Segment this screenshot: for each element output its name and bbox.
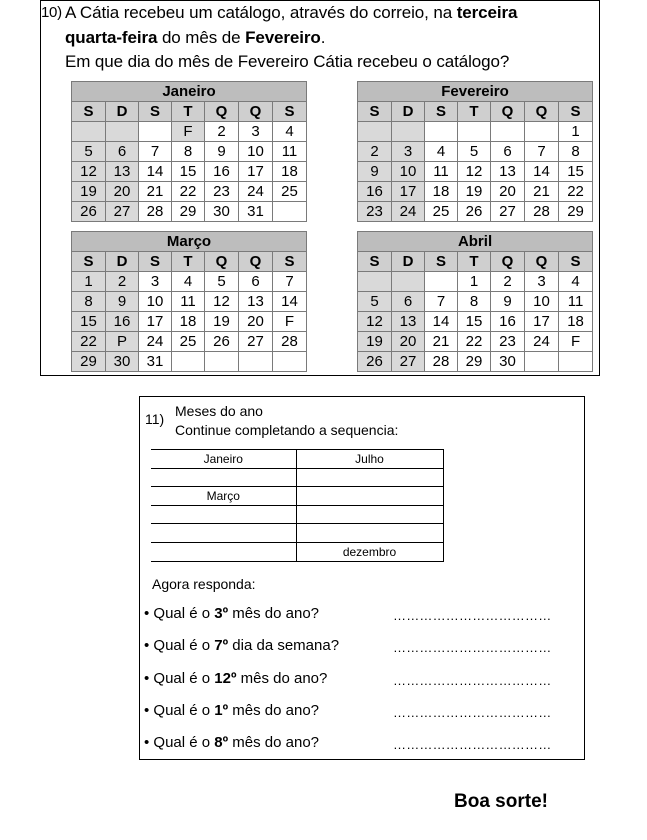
calendar-day: 21	[525, 182, 559, 202]
weekday-header: S	[559, 252, 593, 272]
weekday-header: Q	[491, 102, 525, 122]
calendar-day: 16	[205, 162, 239, 182]
calendar-day	[525, 352, 559, 372]
calendar-day: 10	[139, 292, 172, 312]
calendar-day: 22	[172, 182, 205, 202]
calendar-month-title: Janeiro	[72, 82, 307, 102]
weekday-header: Q	[491, 252, 525, 272]
month-cell-right: Julho	[296, 450, 443, 469]
question-text: mês do ano?	[236, 670, 328, 687]
weekday-header: D	[392, 102, 425, 122]
calendar-day: 30	[491, 352, 525, 372]
weekday-header: Q	[525, 102, 559, 122]
calendar-day: 28	[425, 352, 458, 372]
answer-blank[interactable]: ………………………………	[393, 608, 552, 623]
question-text: mês do ano?	[228, 702, 320, 719]
calendar-day: 24	[139, 332, 172, 352]
calendar-day: 11	[559, 292, 593, 312]
calendar-day: 4	[425, 142, 458, 162]
calendar-day	[72, 122, 106, 142]
calendar-day: 27	[491, 202, 525, 222]
calendar-day: 29	[172, 202, 205, 222]
question-ordinal: 3º	[214, 605, 229, 622]
calendar-day: 6	[106, 142, 139, 162]
calendar-day: 3	[139, 272, 172, 292]
calendar-month-title: Fevereiro	[358, 82, 593, 102]
month-cell-right	[296, 524, 443, 542]
calendar-day: 11	[425, 162, 458, 182]
calendar-day	[205, 352, 239, 372]
calendar-day	[392, 272, 425, 292]
calendar-day: 8	[458, 292, 491, 312]
calendar-day	[139, 122, 172, 142]
question-11-number: 11)	[145, 411, 165, 427]
calendar-day: 18	[425, 182, 458, 202]
question-ordinal: 7º	[214, 637, 229, 654]
calendar-day: 26	[72, 202, 106, 222]
calendar-day: 4	[559, 272, 593, 292]
bullet-icon: •	[144, 670, 154, 687]
closing-text: Boa sorte!	[454, 791, 548, 812]
question-11-box	[139, 396, 585, 760]
weekday-header: S	[358, 102, 392, 122]
calendar-month-title: Abril	[358, 232, 593, 252]
calendar-day: 26	[458, 202, 491, 222]
weekday-header: S	[425, 252, 458, 272]
month-cell-right	[296, 506, 443, 524]
weekday-header: S	[273, 252, 307, 272]
calendar-day: 24	[239, 182, 273, 202]
calendar-day: 19	[72, 182, 106, 202]
calendar-day: 13	[106, 162, 139, 182]
calendar-day: 14	[525, 162, 559, 182]
month-cell-left: Janeiro	[151, 450, 296, 469]
calendar-day: 17	[139, 312, 172, 332]
question-text: Qual é o	[153, 702, 215, 719]
calendar-day: 27	[239, 332, 273, 352]
calendar-day: 24	[392, 202, 425, 222]
calendar-day: 5	[358, 292, 392, 312]
calendar-day: 5	[72, 142, 106, 162]
calendar-day: 20	[106, 182, 139, 202]
weekday-header: T	[172, 252, 205, 272]
calendar-day: 17	[239, 162, 273, 182]
calendar-day	[358, 272, 392, 292]
weekday-header: S	[273, 102, 307, 122]
calendar-day: 10	[392, 162, 425, 182]
calendar-day: 11	[273, 142, 307, 162]
calendar-day: 7	[273, 272, 307, 292]
weekday-header: S	[358, 252, 392, 272]
calendar-day	[273, 202, 307, 222]
calendar-day: 3	[392, 142, 425, 162]
bullet-icon: •	[144, 605, 154, 622]
calendar-day: 16	[358, 182, 392, 202]
answer-blank[interactable]: ………………………………	[393, 640, 552, 655]
calendar-day	[491, 122, 525, 142]
weekday-header: T	[458, 102, 491, 122]
calendar-day	[458, 122, 491, 142]
calendar-3	[357, 231, 593, 372]
calendar-day: 28	[273, 332, 307, 352]
calendar-day: 16	[106, 312, 139, 332]
weekday-header: Q	[205, 252, 239, 272]
weekday-header: D	[106, 102, 139, 122]
weekday-header: S	[139, 102, 172, 122]
calendar-month-title: Março	[72, 232, 307, 252]
question-10-number: 10)	[41, 4, 62, 21]
month-cell-left	[151, 542, 296, 561]
calendar-day: 14	[139, 162, 172, 182]
calendar-day: 15	[458, 312, 491, 332]
weekday-header: Q	[525, 252, 559, 272]
question-item	[144, 637, 339, 654]
question-ordinal: 1º	[214, 702, 229, 719]
calendar-day: F	[559, 332, 593, 352]
question-item	[144, 670, 327, 687]
month-cell-right	[296, 469, 443, 487]
weekday-header: Q	[239, 102, 273, 122]
calendar-day: 13	[239, 292, 273, 312]
calendar-day: 6	[239, 272, 273, 292]
calendar-day	[425, 272, 458, 292]
calendar-day: 29	[72, 352, 106, 372]
calendar-day: 23	[205, 182, 239, 202]
weekday-header: S	[425, 102, 458, 122]
weekday-header: S	[559, 102, 593, 122]
answer-blank[interactable]: ………………………………	[393, 705, 552, 720]
calendar-day: 29	[559, 202, 593, 222]
calendar-day: 25	[425, 202, 458, 222]
month-cell-right: dezembro	[296, 542, 443, 561]
question-text: Qual é o	[153, 734, 215, 751]
question-text: mês do ano?	[228, 734, 320, 751]
calendar-day	[525, 122, 559, 142]
weekday-header: Q	[205, 102, 239, 122]
calendar-day: 13	[491, 162, 525, 182]
calendar-day: 17	[392, 182, 425, 202]
calendar-day: 12	[205, 292, 239, 312]
question-text: Qual é o	[153, 637, 215, 654]
months-table	[151, 449, 444, 562]
calendar-day: 22	[559, 182, 593, 202]
calendar-day: 22	[72, 332, 106, 352]
answer-blank[interactable]: ………………………………	[393, 673, 552, 688]
calendar-day: 2	[491, 272, 525, 292]
question-ordinal: 8º	[214, 734, 229, 751]
calendar-day: 7	[425, 292, 458, 312]
calendar-day: 22	[458, 332, 491, 352]
calendar-day	[425, 122, 458, 142]
calendar-day: 26	[205, 332, 239, 352]
calendar-day: F	[172, 122, 205, 142]
calendar-day: 1	[559, 122, 593, 142]
calendar-day	[106, 122, 139, 142]
calendar-day: 20	[239, 312, 273, 332]
calendar-day: P	[106, 332, 139, 352]
calendar-day: 1	[72, 272, 106, 292]
calendar-day: 5	[205, 272, 239, 292]
calendar-day: 12	[358, 312, 392, 332]
calendar-day: 25	[172, 332, 205, 352]
calendar-day: 9	[491, 292, 525, 312]
question-text: Qual é o	[153, 605, 215, 622]
calendar-day: F	[273, 312, 307, 332]
calendar-day: 19	[458, 182, 491, 202]
calendar-day	[239, 352, 273, 372]
calendar-day: 31	[239, 202, 273, 222]
question-10-line-2: quarta-feira do mês de Fevereiro.	[65, 28, 326, 47]
calendar-day: 24	[525, 332, 559, 352]
calendar-day: 27	[106, 202, 139, 222]
calendar-day: 28	[525, 202, 559, 222]
calendar-day: 17	[525, 312, 559, 332]
calendar-day: 8	[172, 142, 205, 162]
weekday-header: T	[458, 252, 491, 272]
calendar-day	[273, 352, 307, 372]
calendar-day: 7	[139, 142, 172, 162]
weekday-header: S	[139, 252, 172, 272]
calendar-day: 14	[273, 292, 307, 312]
calendar-day: 9	[205, 142, 239, 162]
question-item	[144, 734, 319, 751]
question-10-line-3: Em que dia do mês de Fevereiro Cátia recebeu o catálogo?	[65, 52, 510, 71]
calendar-day: 19	[358, 332, 392, 352]
calendar-day: 2	[358, 142, 392, 162]
weekday-header: S	[72, 102, 106, 122]
answer-blank[interactable]: ………………………………	[393, 737, 552, 752]
calendar-day: 21	[139, 182, 172, 202]
calendar-day: 3	[239, 122, 273, 142]
question-11-instruction: Continue completando a sequencia:	[175, 422, 399, 438]
bullet-icon: •	[144, 734, 154, 751]
calendar-day: 11	[172, 292, 205, 312]
calendar-day: 18	[273, 162, 307, 182]
question-text: dia da semana?	[228, 637, 340, 654]
calendar-day: 15	[172, 162, 205, 182]
calendar-day: 23	[491, 332, 525, 352]
calendar-1	[357, 81, 593, 222]
calendar-day: 26	[358, 352, 392, 372]
calendar-day: 12	[458, 162, 491, 182]
calendar-day: 19	[205, 312, 239, 332]
month-cell-left	[151, 506, 296, 524]
question-11-title: Meses do ano	[175, 403, 263, 419]
question-text: Qual é o	[153, 670, 215, 687]
weekday-header: D	[106, 252, 139, 272]
calendar-day: 30	[106, 352, 139, 372]
agora-responda-label: Agora responda:	[152, 576, 256, 592]
calendar-day: 18	[559, 312, 593, 332]
weekday-header: D	[392, 252, 425, 272]
calendar-day	[358, 122, 392, 142]
calendar-day: 10	[239, 142, 273, 162]
calendar-day: 28	[139, 202, 172, 222]
month-cell-left	[151, 524, 296, 542]
month-cell-left	[151, 469, 296, 487]
calendar-day: 27	[392, 352, 425, 372]
question-item	[144, 605, 319, 622]
calendar-day: 21	[425, 332, 458, 352]
calendar-day: 2	[205, 122, 239, 142]
calendar-day: 13	[392, 312, 425, 332]
calendar-day: 18	[172, 312, 205, 332]
calendar-day: 20	[491, 182, 525, 202]
calendar-day	[172, 352, 205, 372]
calendar-day: 8	[559, 142, 593, 162]
question-text: mês do ano?	[228, 605, 320, 622]
weekday-header: T	[172, 102, 205, 122]
calendar-day	[559, 352, 593, 372]
calendar-day: 8	[72, 292, 106, 312]
calendar-day: 29	[458, 352, 491, 372]
calendar-day: 6	[392, 292, 425, 312]
calendar-day: 2	[106, 272, 139, 292]
calendar-day	[392, 122, 425, 142]
weekday-header: Q	[239, 252, 273, 272]
bullet-icon: •	[144, 702, 154, 719]
question-ordinal: 12º	[214, 670, 237, 687]
month-cell-left: Março	[151, 487, 296, 506]
calendar-day: 16	[491, 312, 525, 332]
calendar-day: 15	[559, 162, 593, 182]
month-cell-right	[296, 487, 443, 506]
calendar-day: 10	[525, 292, 559, 312]
calendar-day: 4	[273, 122, 307, 142]
calendar-2	[71, 231, 307, 372]
calendar-day: 4	[172, 272, 205, 292]
calendar-day: 14	[425, 312, 458, 332]
calendar-day: 23	[358, 202, 392, 222]
calendar-day: 25	[273, 182, 307, 202]
calendar-day: 3	[525, 272, 559, 292]
calendar-day: 15	[72, 312, 106, 332]
bullet-icon: •	[144, 637, 154, 654]
calendar-day: 6	[491, 142, 525, 162]
question-10-line-1: A Cátia recebeu um catálogo, através do correio, na terceira	[65, 3, 518, 22]
calendar-day: 20	[392, 332, 425, 352]
calendar-day: 7	[525, 142, 559, 162]
calendar-day: 5	[458, 142, 491, 162]
calendar-day: 31	[139, 352, 172, 372]
calendar-day: 1	[458, 272, 491, 292]
calendar-0	[71, 81, 307, 222]
calendar-day: 9	[358, 162, 392, 182]
calendar-day: 9	[106, 292, 139, 312]
question-item	[144, 702, 319, 719]
calendar-day: 30	[205, 202, 239, 222]
weekday-header: S	[72, 252, 106, 272]
calendar-day: 12	[72, 162, 106, 182]
